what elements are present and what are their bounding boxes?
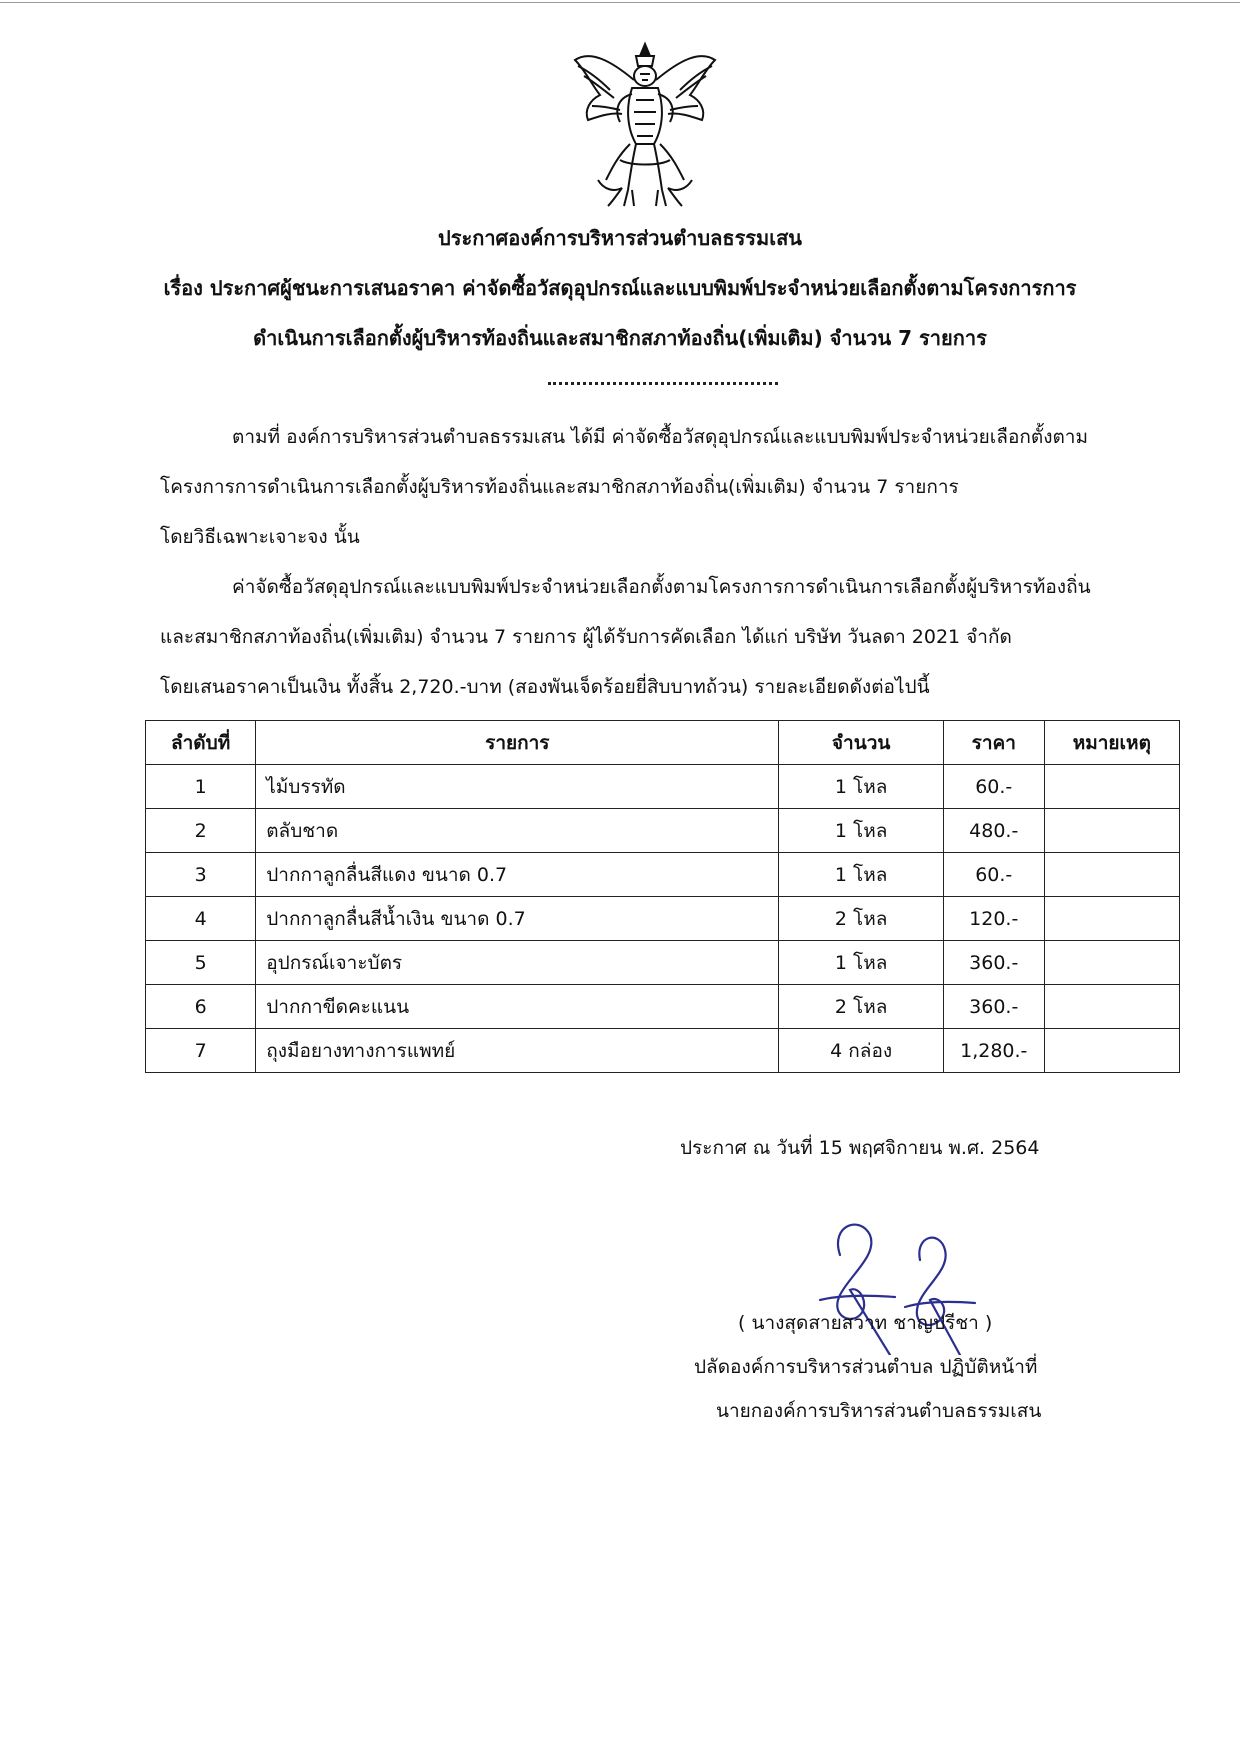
- table-row: [146, 853, 1180, 897]
- announce-date: ประกาศ ณ วันที่ 15 พฤศจิกายน พ.ศ. 2564: [680, 1137, 1040, 1159]
- cell-order: 2: [146, 809, 256, 853]
- cell-remark: [1044, 941, 1179, 985]
- cell-item: ปากกาขีดคะแนน: [256, 985, 779, 1029]
- table-row: [146, 985, 1180, 1029]
- cell-price: 60.-: [943, 765, 1044, 809]
- cell-remark: [1044, 809, 1179, 853]
- subject-line-1: เรื่อง ประกาศผู้ชนะการเสนอราคา ค่าจัดซื้อวัสดุอุปกรณ์และแบบพิมพ์ประจำหน่วยเลือกตั้งตามโครงการการ: [163, 276, 1077, 300]
- table-row: [146, 809, 1180, 853]
- announcement-title: ประกาศองค์การบริหารส่วนตำบลธรรมเสน: [438, 226, 802, 250]
- paragraph-1-line-1: ตามที่ องค์การบริหารส่วนตำบลธรรมเสน ได้มี ค่าจัดซื้อวัสดุอุปกรณ์และแบบพิมพ์ประจำหน่วยเลือกตั้งตาม: [232, 426, 1089, 448]
- cell-quantity: 2 โหล: [779, 985, 943, 1029]
- cell-quantity: 2 โหล: [779, 897, 943, 941]
- cell-price: 120.-: [943, 897, 1044, 941]
- cell-quantity: 4 กล่อง: [779, 1029, 943, 1073]
- cell-price: 360.-: [943, 985, 1044, 1029]
- cell-quantity: 1 โหล: [779, 941, 943, 985]
- cell-order: 1: [146, 765, 256, 809]
- header-remark: หมายเหตุ: [1044, 721, 1179, 765]
- signer-position-2: นายกองค์การบริหารส่วนตำบลธรรมเสน: [716, 1400, 1042, 1422]
- paragraph-2-line-3: โดยเสนอราคาเป็นเงิน ทั้งสิ้น 2,720.-บาท (สองพันเจ็ดร้อยยี่สิบบาทถ้วน) รายละเอียดดังต่อไปนี้: [160, 676, 930, 698]
- subject-line-2: ดำเนินการเลือกตั้งผู้บริหารท้องถิ่นและสมาชิกสภาท้องถิ่น(เพิ่มเติม) จำนวน 7 รายการ: [253, 326, 987, 350]
- cell-order: 6: [146, 985, 256, 1029]
- garuda-emblem-icon: [570, 40, 720, 210]
- signer-name: ( นางสุดสายสวาท ชาญปรีชา ): [738, 1312, 993, 1334]
- cell-remark: [1044, 1029, 1179, 1073]
- cell-item: ปากกาลูกลื่นสีน้ำเงิน ขนาด 0.7: [256, 897, 779, 941]
- cell-price: 480.-: [943, 809, 1044, 853]
- cell-price: 360.-: [943, 941, 1044, 985]
- table-row: [146, 765, 1180, 809]
- header-order: ลำดับที่: [146, 721, 256, 765]
- header-price: ราคา: [943, 721, 1044, 765]
- cell-item: ตลับชาด: [256, 809, 779, 853]
- paragraph-1-line-2: โครงการการดำเนินการเลือกตั้งผู้บริหารท้องถิ่นและสมาชิกสภาท้องถิ่น(เพิ่มเติม) จำนวน 7 รายการ: [160, 476, 959, 498]
- cell-quantity: 1 โหล: [779, 809, 943, 853]
- scan-edge-line: [0, 2, 1240, 3]
- cell-order: 5: [146, 941, 256, 985]
- items-table: [145, 720, 1180, 1073]
- cell-remark: [1044, 897, 1179, 941]
- header-quantity: จำนวน: [779, 721, 943, 765]
- table-row: [146, 941, 1180, 985]
- cell-quantity: 1 โหล: [779, 765, 943, 809]
- cell-remark: [1044, 853, 1179, 897]
- paragraph-2-line-2: และสมาชิกสภาท้องถิ่น(เพิ่มเติม) จำนวน 7 รายการ ผู้ได้รับการคัดเลือก ได้แก่ บริษัท วันลดา 2021 จำกัด: [160, 626, 1012, 648]
- cell-order: 7: [146, 1029, 256, 1073]
- paragraph-1-line-3: โดยวิธีเฉพาะเจาะจง นั้น: [160, 526, 360, 548]
- paragraph-2-line-1: ค่าจัดซื้อวัสดุอุปกรณ์และแบบพิมพ์ประจำหน่วยเลือกตั้งตามโครงการการดำเนินการเลือกตั้งผู้บริหารท้องถิ่น: [232, 576, 1091, 598]
- cell-remark: [1044, 985, 1179, 1029]
- header-item: รายการ: [256, 721, 779, 765]
- cell-item: อุปกรณ์เจาะบัตร: [256, 941, 779, 985]
- cell-item: ถุงมือยางทางการแพทย์: [256, 1029, 779, 1073]
- cell-remark: [1044, 765, 1179, 809]
- cell-price: 60.-: [943, 853, 1044, 897]
- cell-quantity: 1 โหล: [779, 853, 943, 897]
- signer-position-1: ปลัดองค์การบริหารส่วนตำบล ปฏิบัติหน้าที่: [694, 1356, 1038, 1378]
- cell-item: ไม้บรรทัด: [256, 765, 779, 809]
- table-row: [146, 897, 1180, 941]
- dotted-separator: [548, 380, 778, 385]
- cell-price: 1,280.-: [943, 1029, 1044, 1073]
- table-row: [146, 1029, 1180, 1073]
- cell-order: 3: [146, 853, 256, 897]
- table-header-row: [146, 721, 1180, 765]
- cell-item: ปากกาลูกลื่นสีแดง ขนาด 0.7: [256, 853, 779, 897]
- cell-order: 4: [146, 897, 256, 941]
